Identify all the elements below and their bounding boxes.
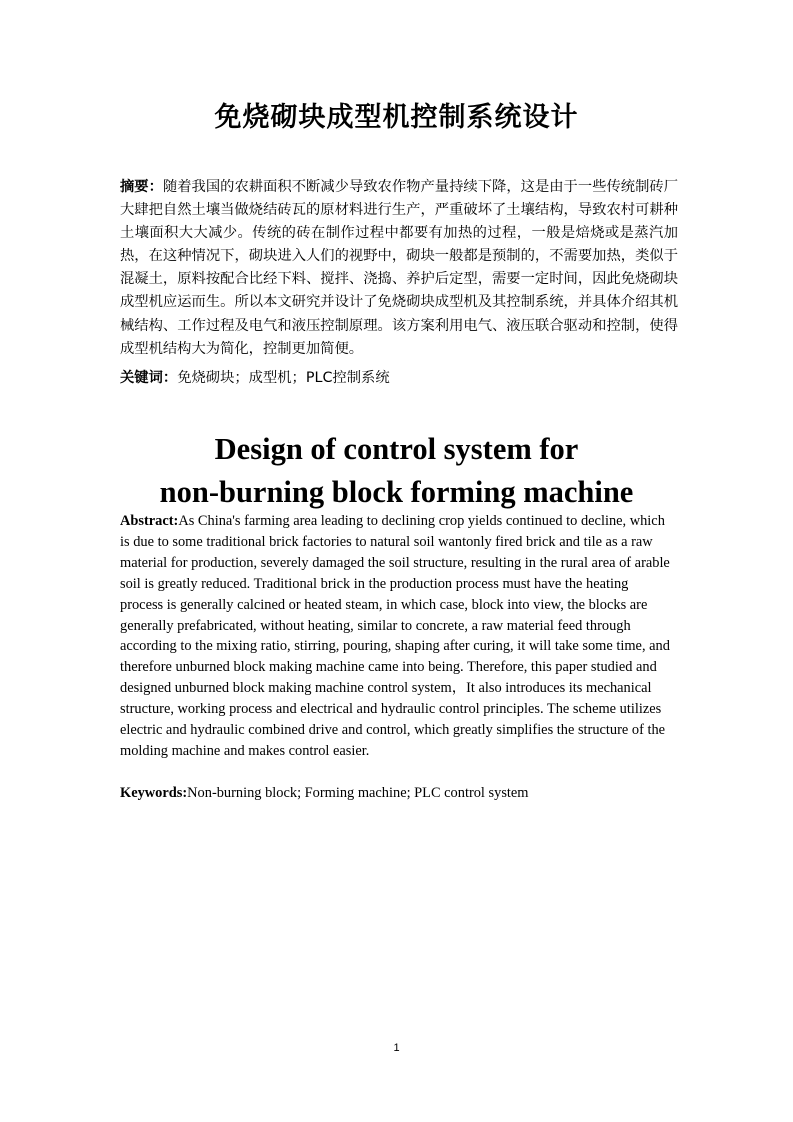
english-keywords-text: Non-burning block; Forming machine; PLC control system: [187, 785, 529, 801]
english-keywords-label: Keywords:: [120, 785, 188, 801]
english-abstract-label: Abstract:: [120, 513, 179, 529]
chinese-abstract-label: 摘要：: [120, 179, 163, 195]
english-title: [0, 428, 793, 514]
chinese-keywords: [120, 367, 678, 390]
chinese-keywords-text: 免烧砌块；成型机；PLC控制系统: [177, 370, 390, 386]
english-abstract: [120, 511, 673, 762]
chinese-abstract-text: 随着我国的农耕面积不断减少导致农作物产量持续下降，这是由于一些传统制砖厂大肆把自然土壤当做烧结砖瓦的原材料进行生产，严重破坏了土壤结构，导致农村可耕种土壤面积大大减少。传统的砖在制作过程中都要有加热的过程，一般是焙烧或是蒸汽加热，在这种情况下，砌块进入人们的视野中，砌块一般都是预制的，不需要加热，类似于混凝土，原料按配合比经下料、搅拌、浇捣、养护后定型，需要一定时间，因此免烧砌块成型机应运而生。所以本文研究并设计了免烧砌块成型机及其控制系统，并具体介绍其机械结构、工作过程及电气和液压控制原理。该方案利用电气、液压联合驱动和控制，使得成型机结构大为简化，控制更加简便。: [120, 179, 679, 357]
page-number: 1: [393, 1042, 400, 1054]
english-keywords: [120, 783, 673, 804]
english-title-line-2: non-burning block forming machine: [159, 475, 634, 509]
chinese-abstract: [120, 176, 678, 361]
chinese-keywords-label: 关键词：: [120, 370, 178, 386]
english-abstract-text: As China's farming area leading to declining crop yields continued to decline, which is due to some traditional brick factories to natural soil wantonly fired brick and tile as a raw material for production, severely damaged the soil structure, resulting in the rural area of arable soil is greatly reduced. Traditional brick in the production process must have the heating process is generally calcined or heated steam, in which case, block into view, the blocks are generally prefabricated, without heating, similar to concrete, a raw material feed through according to the mixing ratio, stirring, pouring, shaping after curing, it will take some time, and therefore unburned block making machine came into being. Therefore, this paper studied and designed unburned block making machine control system，It also introduces its mechanical structure, working process and electrical and hydraulic control principles. The scheme utilizes electric and hydraulic combined drive and control, which greatly simplifies the structure of the molding machine and makes control easier.: [120, 513, 670, 759]
chinese-title: 免烧砌块成型机控制系统设计: [214, 102, 579, 133]
english-title-line-1: Design of control system for: [214, 432, 579, 466]
